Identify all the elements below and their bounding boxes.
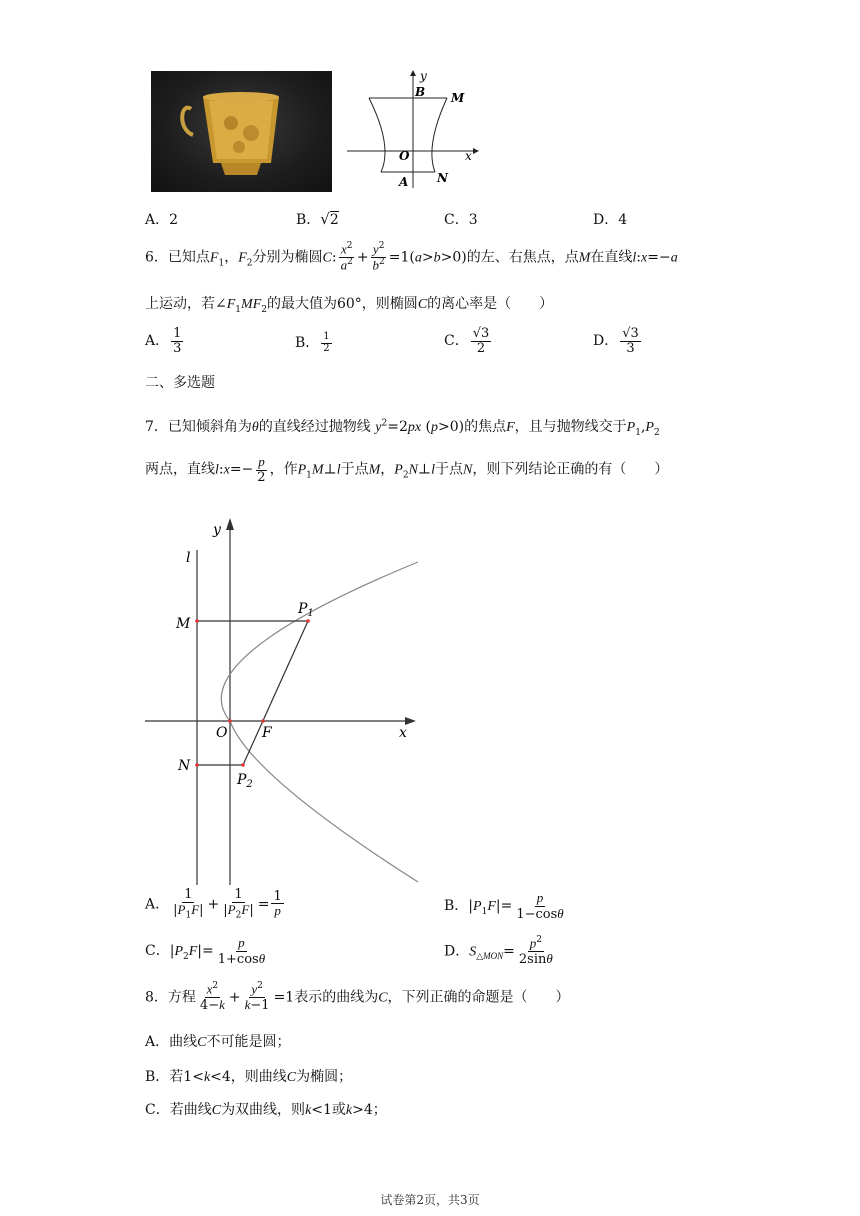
q7-text: 两点，直线 <box>145 461 215 478</box>
q6-text: 的左、右焦点，点 <box>466 249 579 266</box>
q6-option-d-num: √3 <box>622 326 639 341</box>
q6-option-a-num: 1 <box>173 326 182 341</box>
q6-option-b-den: 2 <box>323 342 330 354</box>
y-axis-label: y <box>213 522 221 538</box>
q8-option-c: C．若曲线C为双曲线，则k<1或k>4； <box>145 1102 387 1118</box>
q8-text: C．若曲线 <box>145 1102 212 1118</box>
q8-text: 或 <box>331 1102 346 1118</box>
point-m-label: M <box>176 616 191 632</box>
point-p2-letter: P <box>237 772 247 788</box>
q7-text: 于点 <box>434 461 463 478</box>
q8-option-a: A．曲线C不可能是圆； <box>145 1034 291 1050</box>
q8-stem: 8．方程 $\frac{x^2}{4-k}$ + $\frac{y^2}{k-1}$ =1表示的曲线为C，下列正确的命题是（ ） <box>145 981 570 1013</box>
section-heading-multiple-choice: 二、多选题 <box>145 375 215 391</box>
golden-cup-photo <box>151 71 332 192</box>
q6-option-b-letter: B． <box>295 335 320 351</box>
q6-option-c-den: 2 <box>476 340 486 356</box>
q6-option-d-letter: D． <box>593 333 619 350</box>
q7-text: 于点 <box>340 461 369 478</box>
point-m-label: M <box>451 91 465 105</box>
q6-text: 的离心率是（ ） <box>427 296 554 312</box>
q8-text: A．曲线 <box>145 1034 198 1050</box>
q8-text: 为椭圆； <box>296 1069 353 1085</box>
q7-text: 的直线经过抛物线 <box>258 419 371 435</box>
point-n-label: N <box>437 171 448 185</box>
q6-option-d-den: 3 <box>626 340 635 356</box>
q6-option-a <box>145 327 185 355</box>
q6-text: 6．已知点 <box>145 249 210 266</box>
q5-option-c: C．3 <box>444 212 478 228</box>
x-axis-label: x <box>399 725 407 741</box>
q7-stem-line2: 两点，直线l:x=− $\frac{p}{2}$ ，作$P_1M\perp l$于点M，$P_2N\perp l$于点N，则下列结论正确的有（ ） <box>145 454 669 485</box>
point-p2-subscript: 2 <box>246 779 253 790</box>
q6-option-a-letter: A． <box>145 333 170 350</box>
q7-option-c-letter: C． <box>145 943 170 960</box>
q7-option-a: A． $\frac{1}{|P_1F|}$ + $\frac{1}{|P_2F|}$ = $\frac{1}{p}$ <box>145 887 282 921</box>
focus-f-label: F <box>262 725 272 741</box>
origin-label: O <box>216 725 228 741</box>
hyperbola-cup-diagram <box>345 68 485 194</box>
q8-option-b: B．若1<k<4，则曲线C为椭圆； <box>145 1069 353 1085</box>
point-p1-subscript: 1 <box>307 608 314 619</box>
q8-text: 表示的曲线为 <box>294 989 379 1006</box>
q7-text: ，且与抛物线交于 <box>514 419 627 435</box>
q6-stem-line2: 上运动，若$\angle F_1MF_2$的最大值为60°，则椭圆C的离心率是（ ） <box>145 296 554 315</box>
golden-cup-illustration <box>151 71 332 192</box>
x-axis-label: x <box>465 149 472 163</box>
q6-option-c-letter: C． <box>444 333 469 350</box>
page-footer: 试卷第2页，共3页 <box>380 1193 480 1207</box>
origin-label: O <box>399 149 410 163</box>
q8-text: 不可能是圆； <box>206 1034 291 1050</box>
q7-text: ，则下列结论正确的有（ ） <box>472 461 669 478</box>
point-p1-label <box>297 601 314 619</box>
parabola-diagram <box>140 510 425 885</box>
q6-stem-line1: 6．已知点$F_1$，$F_2$分别为椭圆C: $\frac{x^2}{a^2}$ + $\frac{y^2}{b^2}$ =1(a>b>0)的左、右焦点，点M在直线l:x=−a <box>145 241 678 273</box>
q8-text: ，下列正确的命题是（ ） <box>387 989 570 1006</box>
q6-option-a-den: 3 <box>173 340 182 356</box>
q7-option-b: B．$|P_1F|=$ $\frac{p}{1-\cos\theta}$ <box>444 890 564 922</box>
q5-option-a: A．2 <box>145 212 179 228</box>
point-b-label: B <box>415 85 426 99</box>
line-l-label: l <box>186 550 191 566</box>
q5-option-d: D．4 <box>593 212 628 228</box>
q5-option-b: B．√2 <box>296 210 339 228</box>
point-a-label: A <box>399 175 409 189</box>
q7-text: 7．已知倾斜角为 <box>145 419 252 435</box>
point-p2-label <box>236 772 253 790</box>
q6-option-b-num: 1 <box>323 331 330 342</box>
q6-text: 的最大值为60°，则椭圆 <box>266 296 418 312</box>
q7-option-d-letter: D． <box>444 943 470 960</box>
q7-option-d: D．$S_{\triangle MON}=$ $\frac{p^2}{2\sin\theta}$ <box>444 935 553 967</box>
q6-option-b <box>295 332 334 354</box>
q6-text: 在直线 <box>590 249 633 266</box>
q7-text: ， <box>380 461 395 478</box>
q7-option-a-letter: A． <box>145 896 170 913</box>
q6-text: 分别为椭圆 <box>252 249 323 266</box>
q8-text: 8．方程 <box>145 989 196 1006</box>
q8-text: ； <box>372 1102 387 1118</box>
q7-text: 的焦点 <box>464 419 507 435</box>
q7-option-c: C．$|P_2F|=$ $\frac{p}{1+\cos\theta}$ <box>145 935 266 967</box>
q7-option-b-letter: B． <box>444 898 469 915</box>
q6-text: 上运动，若 <box>145 296 215 312</box>
q7-stem-line1: 7．已知倾斜角为θ的直线经过抛物线 $y^2=2px$ (p>0)的焦点F，且与抛物线交于$P_1,P_2$ <box>145 418 660 438</box>
q8-text: ，则曲线 <box>230 1069 287 1085</box>
q6-option-d <box>593 327 643 355</box>
q5-option-b-value: 2 <box>329 212 339 228</box>
q6-option-c-num: √3 <box>472 326 490 341</box>
point-n-label: N <box>178 758 191 774</box>
q5-option-b-letter: B． <box>296 212 321 228</box>
q8-text: B．若 <box>145 1069 184 1085</box>
point-p1-letter: P <box>298 601 308 617</box>
y-axis-label: y <box>420 69 427 83</box>
q8-text: 为双曲线，则 <box>221 1102 306 1118</box>
q7-text: ，作 <box>269 461 298 478</box>
q6-option-c <box>444 327 493 355</box>
